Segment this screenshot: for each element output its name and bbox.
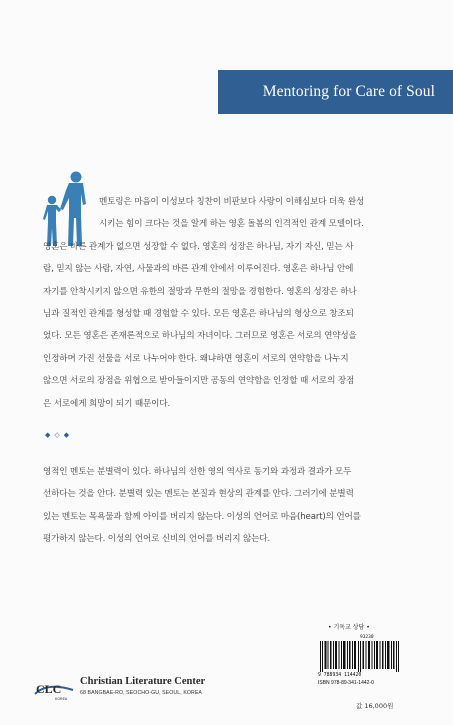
logo-subtext: KOREA bbox=[55, 697, 68, 701]
text-line: 멘토링은 마음이 이성보다 칭찬이 비판보다 사랑이 이해심보다 더욱 완성 bbox=[99, 197, 365, 207]
diamond-icon: ◆ bbox=[63, 431, 70, 439]
text-line: 자기를 안착시키지 않으면 유한의 절망과 무한의 절망을 경험한다. 영혼의 성장은 하나 bbox=[43, 286, 357, 297]
text-line: 영적인 멘토는 분별력이 있다. 하나님의 선한 영의 역사로 동기와 과정과 결과가 모두 bbox=[43, 467, 352, 477]
book-title: Mentoring for Care of Soul bbox=[262, 83, 435, 100]
diamond-outline-icon: ◇ bbox=[54, 431, 60, 439]
text-line: 평가하지 않는다. 이성의 언어로 신비의 언어를 버리지 않는다. bbox=[43, 534, 271, 545]
text-line: 인정하며 가진 선물을 서로 나누어야 한다. 왜냐하면 영혼이 서로의 연약함을 나누지 bbox=[43, 353, 349, 364]
text-line: 않으면 서로의 장점을 위협으로 받아들이지만 공동의 연약함을 인정할 때 서로의 장점 bbox=[43, 376, 355, 387]
barcode-bars bbox=[318, 641, 406, 672]
text-line: 람, 믿지 않는 사람, 자연, 사물과의 바른 관계 안에서 이루어진다. 영혼은 하나님 안에 bbox=[43, 264, 354, 275]
isbn-text: ISBN 978-89-341-1442-0 bbox=[318, 680, 374, 686]
text-line: 었다. 모든 영혼은 존재론적으로 하나님의 자녀이다. 그러므로 영혼은 서로의 연약성을 bbox=[43, 331, 357, 342]
text-line: 님과 질적인 관계를 형성할 때 경험할 수 있다. 모든 영혼은 하나님의 형상으로 창조되 bbox=[43, 308, 354, 319]
barcode-addon-number: 93230 bbox=[360, 635, 374, 640]
publisher-name: Christian Literature Center bbox=[80, 676, 206, 687]
text-line: 은 서로에게 희망이 되기 때문이다. bbox=[43, 398, 171, 409]
text-line: 시키는 힘이 크다는 것을 알게 하는 영혼 돌봄의 인격적인 관계 모델이다. bbox=[99, 219, 364, 230]
title-banner bbox=[218, 70, 453, 114]
publisher-address: 68 BANGBAE-RO, SEOCHO-GU, SEOUL, KOREA bbox=[80, 690, 202, 696]
text-line: 영혼은 바른 관계가 없으면 성장할 수 없다. 영혼의 성장은 하나님, 자기 자신, 믿는 사 bbox=[43, 241, 354, 252]
text-line: 있는 멘토는 목욕물과 함께 아이를 버리지 않는다. 이성의 언어로 마음(heart)의 언어를 bbox=[43, 511, 361, 522]
price: 값 16,000원 bbox=[356, 702, 394, 710]
section-2-text bbox=[43, 461, 415, 551]
section-1-text bbox=[43, 191, 415, 415]
logo-text: CLC bbox=[36, 682, 62, 696]
text-line: 선하다는 것을 안다. 분별력 있는 멘토는 본질과 현상의 관계를 안다. 그러기에 분별력 bbox=[43, 489, 354, 500]
barcode-number: 9 788934 114420 bbox=[318, 673, 362, 678]
diamond-divider bbox=[45, 432, 69, 439]
diamond-icon: ◆ bbox=[45, 431, 51, 439]
category-label: • 기독교 상담 • bbox=[328, 624, 370, 631]
clc-logo-icon bbox=[33, 676, 75, 702]
